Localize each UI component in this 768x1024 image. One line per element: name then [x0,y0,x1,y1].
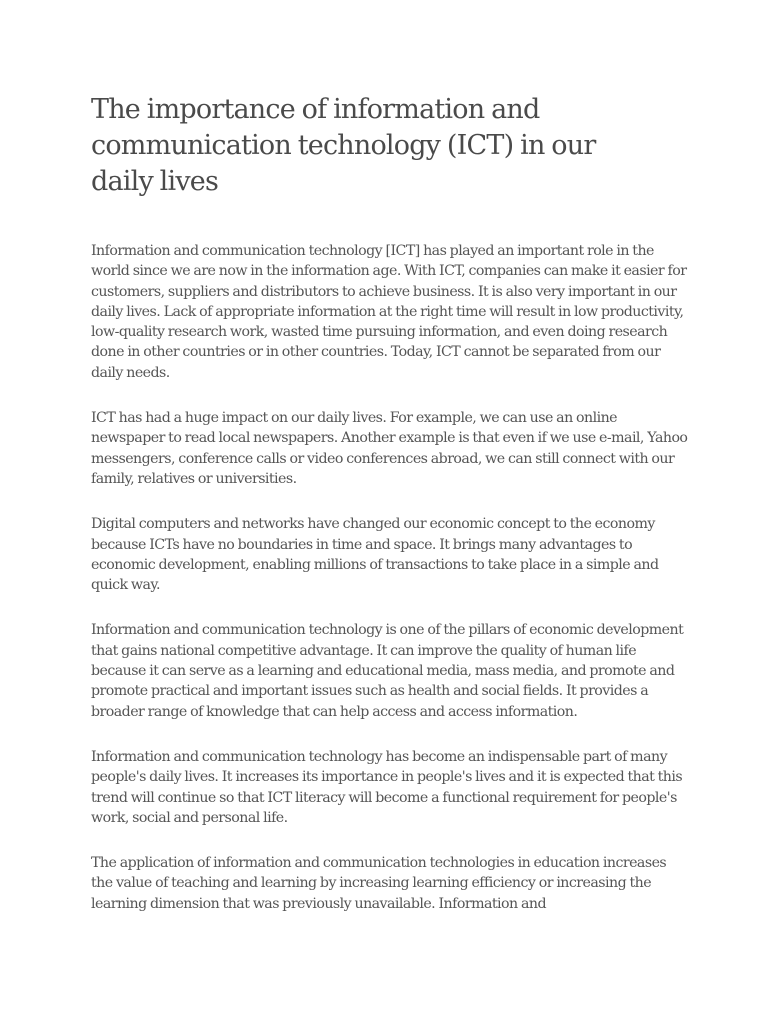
paragraph-5: Information and communication technology has become an indispensable part of many people's daily lives. It increases its importance in people's lives and it is expected that this trend will continue so that ICT literacy will become a functional requirement for people's work, social and personal life. [91,748,683,826]
article [91,92,691,939]
paragraph-2: ICT has had a huge impact on our daily lives. For example, we can use an online newspaper to read local newspapers. Another example is that even if we use e-mail, Yahoo messengers, conference calls or video conferences abroad, we can still connect with our family, relatives or universities. [91,410,688,487]
article-title: The importance of information and communication technology (ICT) in our daily lives [91,94,596,197]
paragraph-4: Information and communication technology is one of the pillars of economic development that gains national competitive advantage. It can improve the quality of human life because it can serve as a learning and educational media, mass media, and promote and promote practical and important issues such as health and social fields. It provides a broader range of knowledge that can help access and access information. [91,622,684,720]
paragraph-6: The application of information and communication technologies in education increases the value of teaching and learning by increasing learning efficiency or increasing the learning dimension that was previously unavailable. Information and [91,855,667,912]
paragraph-1: Information and communication technology [ICT] has played an important role in the world since we are now in the information age. With ICT, companies can make it easier for customers, suppliers and distributors to achieve business. It is also very important in our daily lives. Lack of appropriate information at the right time will result in low productivity, low-quality research work, wasted time pursuing information, and even doing research done in other countries or in other countries. Today, ICT cannot be separated from our daily needs. [91,243,687,381]
paragraph-3: Digital computers and networks have changed our economic concept to the economy because ICTs have no boundaries in time and space. It brings many advantages to economic development, enabling millions of transactions to take place in a simple and quick way. [91,516,659,594]
